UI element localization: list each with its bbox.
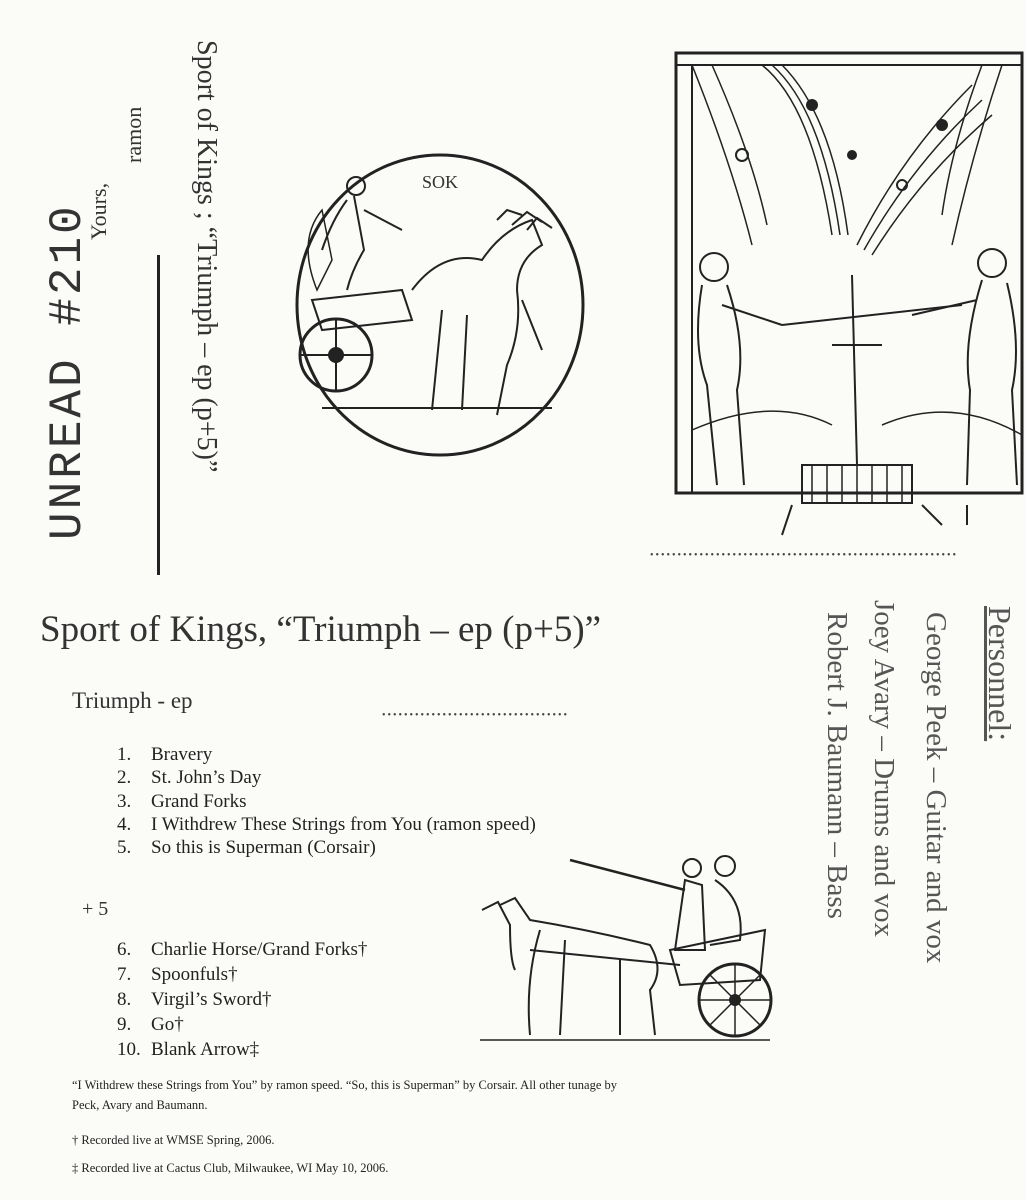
spine-title: Sport of Kings ; “Triumph – ep (p+5)” [191,40,222,473]
stage-band-illustration [652,45,1026,545]
dagger-footnote: † Recorded live at WMSE Spring, 2006. [72,1133,275,1147]
personnel-heading: Personnel: [982,606,1018,742]
horse-cart-illustration [470,850,780,1050]
page-title: Sport of Kings, “Triumph – ep (p+5)” [40,609,602,650]
track-item: 8. Virgil’s Sword† [117,989,272,1010]
track-item: 10. Blank Arrow‡ [117,1039,260,1060]
signoff-name: ramon [121,106,146,163]
double-dagger-footnote: ‡ Recorded live at Cactus Club, Milwaukee, WI May 10, 2006. [72,1161,389,1175]
personnel-member: George Peek – Guitar and vox [920,612,952,964]
track-item: 4. I Withdrew These Strings from You (ramon speed) [117,814,536,835]
section-heading-ep: Triumph - ep [72,688,193,713]
personnel-member: Robert J. Baumann – Bass [821,612,853,919]
track-item: 3. Grand Forks [117,791,247,812]
track-item: 6. Charlie Horse/Grand Forks† [117,939,368,960]
signoff-yours: Yours, [86,182,111,240]
section-heading-plus5: + 5 [82,898,109,920]
coin-label: SOK [422,172,459,192]
credits-line-1: “I Withdrew these Strings from You” by ramon speed. “So, this is Superman” by Corsair. All other tunage by [72,1078,618,1092]
credits-line-2: Peck, Avary and Baumann. [72,1098,208,1112]
track-item: 1. Bravery [117,744,213,765]
stage-dotted-rule: •••••••••••••••••••••••••••••••••••••••••••••••••••••••• [650,550,959,561]
track-item: 9. Go† [117,1014,184,1035]
track-item: 2. St. John’s Day [117,767,262,788]
chariot-coin-illustration [292,150,588,460]
track-item: 5. So this is Superman (Corsair) [117,837,376,858]
catalog-number: UNREAD #210 [42,203,94,540]
spine-rule [157,255,160,575]
personnel-member: Joey Avary – Drums and vox [868,600,900,937]
ep-dotted-rule: •••••••••••••••••••••••••••••••••• [382,710,570,721]
track-item: 7. Spoonfuls† [117,964,238,985]
